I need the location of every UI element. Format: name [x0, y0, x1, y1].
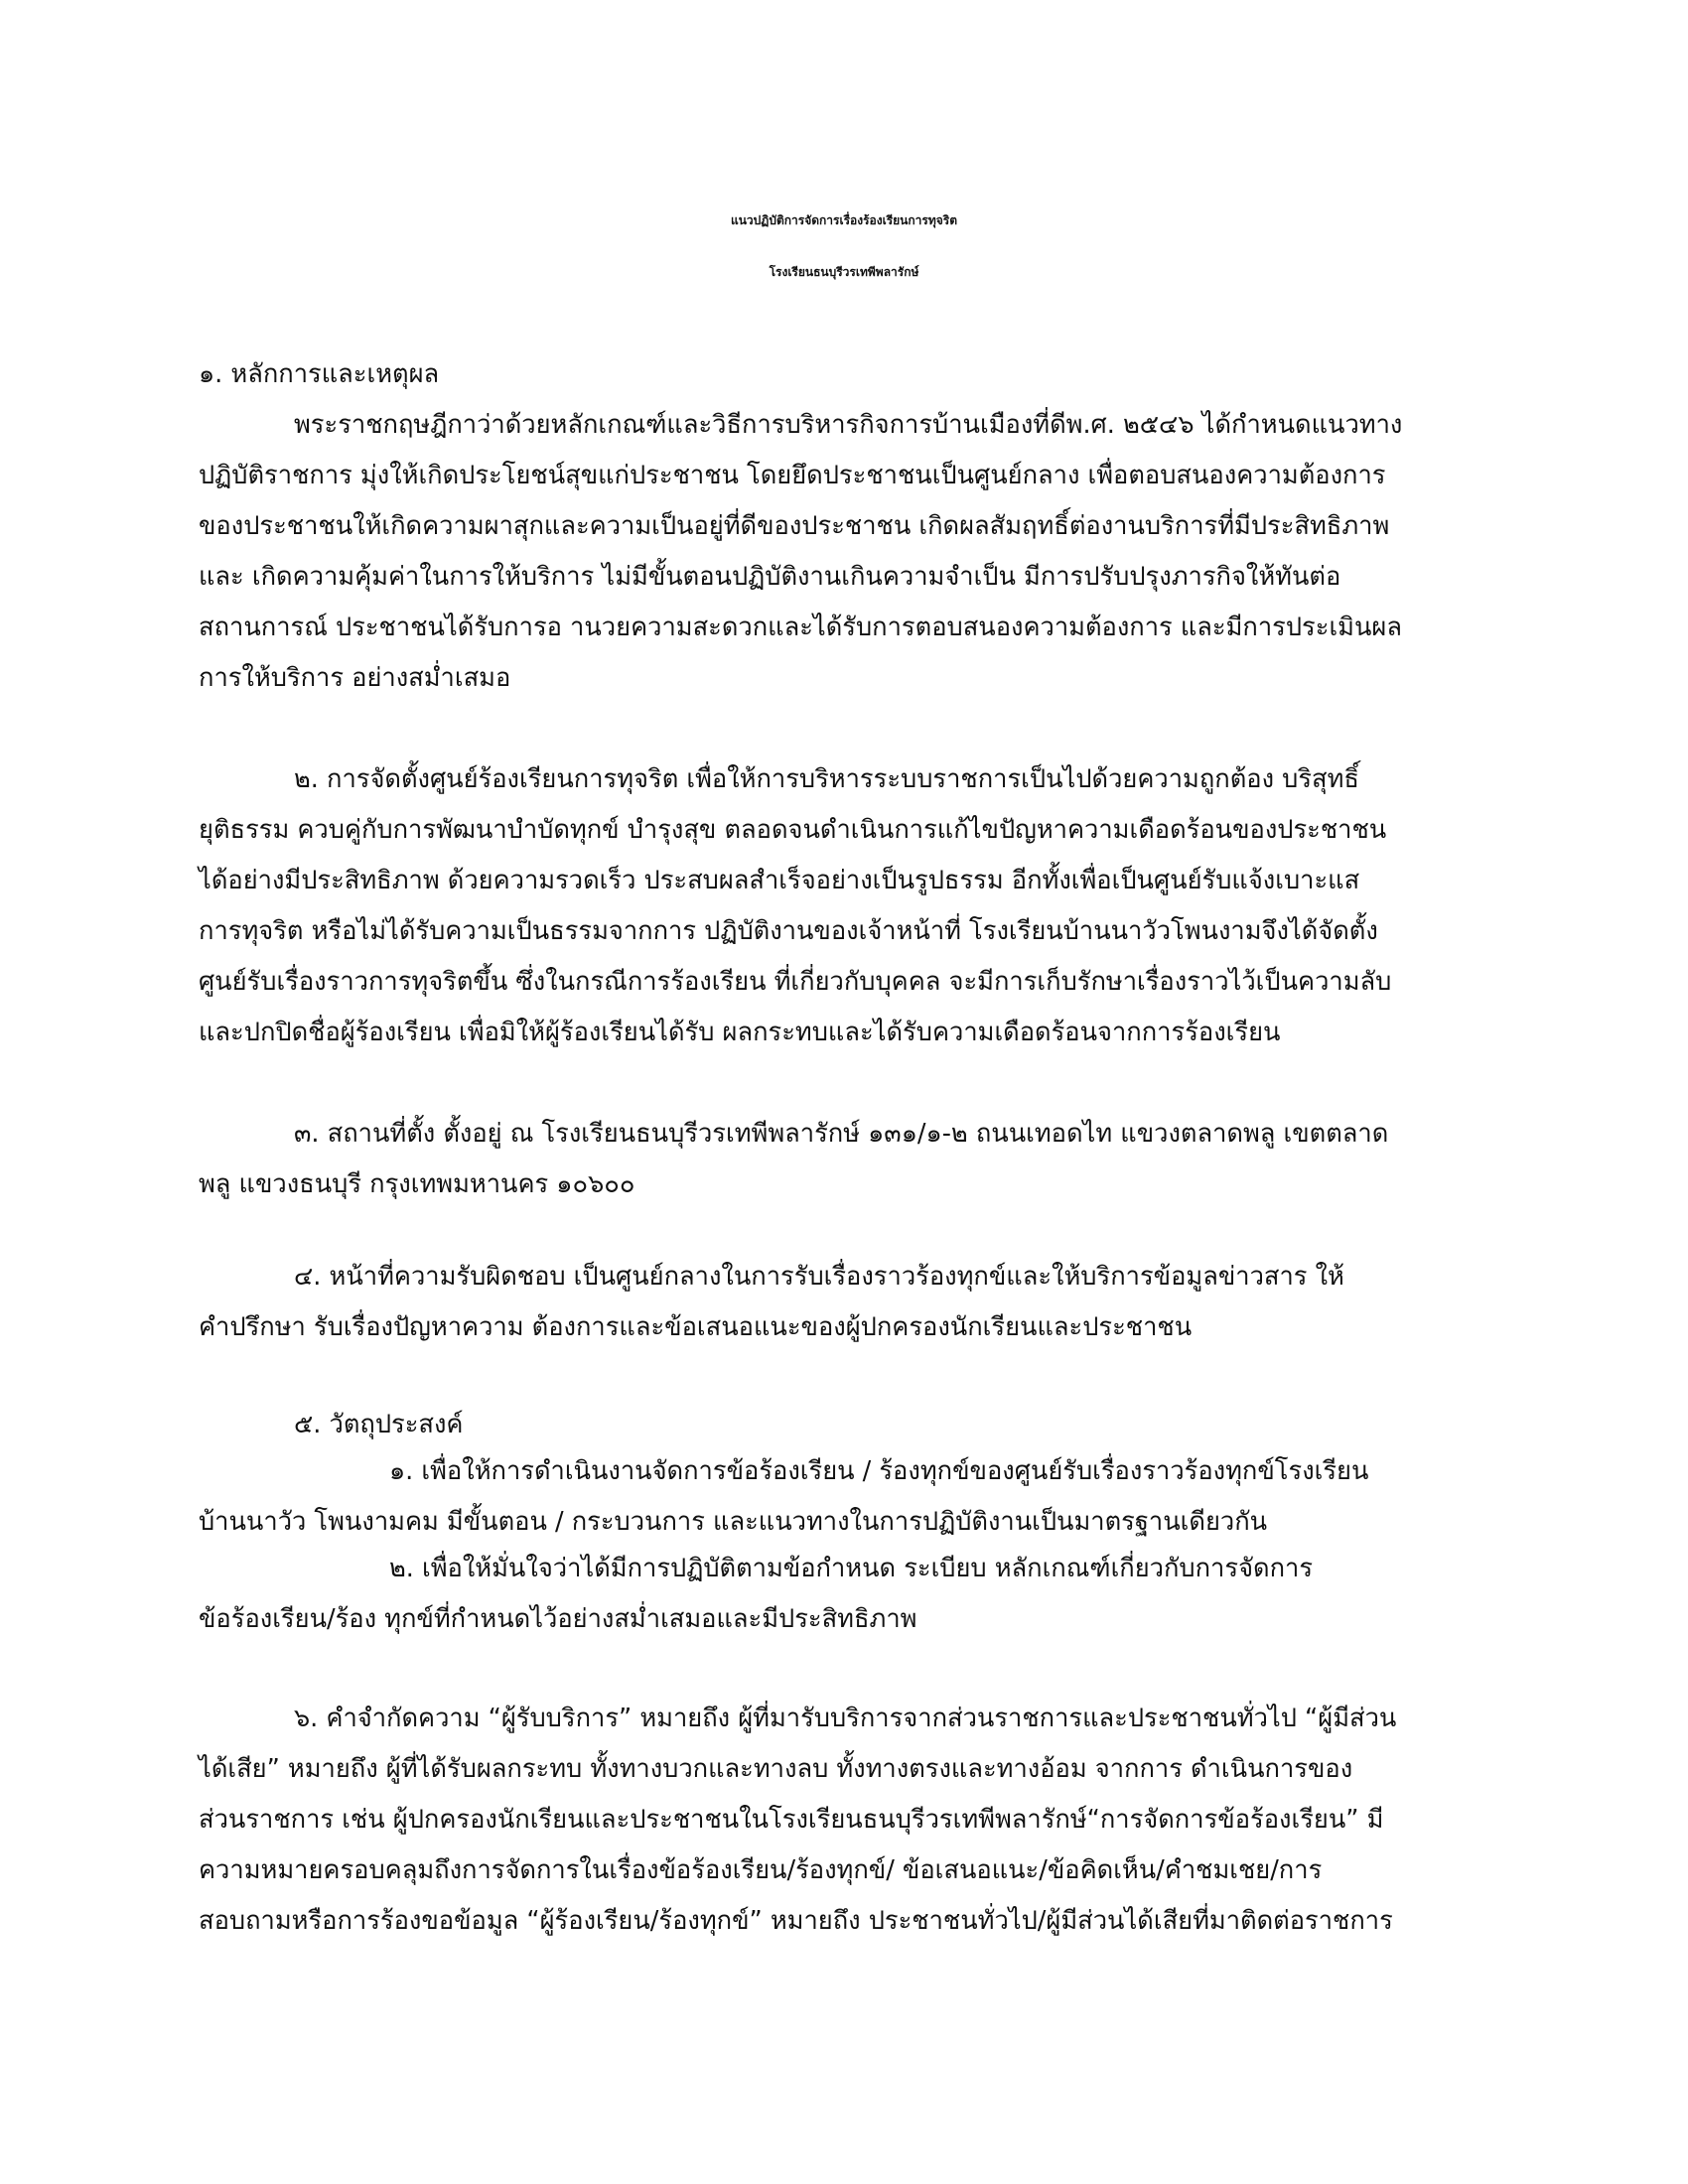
- document-title: แนวปฏิบัติการจัดการเรื่องร้องเรียนการทุจริต: [730, 213, 958, 227]
- section-2-paragraph-line: และปกปิดชื่อผู้ร้องเรียน เพื่อมิให้ผู้ร้องเรียนได้รับ ผลกระทบและได้รับความเดือดร้อนจากการร้องเรียน: [199, 1018, 1281, 1047]
- objective-2-line: ข้อร้องเรียน/ร้อง ทุกข์ที่กำหนดไว้อย่างสม่ำเสมอและมีประสิทธิภาพ: [199, 1604, 917, 1634]
- section-1-paragraph-line: และ เกิดความคุ้มค่าในการให้บริการ ไม่มีขั้นตอนปฏิบัติงานเกินความจำเป็น มีการปรับปรุงภารกิจให้ทันต่อ: [199, 562, 1341, 592]
- section-1-heading: ๑. หลักการและเหตุผล: [199, 359, 440, 389]
- section-3-paragraph-line: ๓. สถานที่ตั้ง ตั้งอยู่ ณ โรงเรียนธนบุรีวรเทพีพลารักษ์ ๑๓๑/๑-๒ ถนนเทอดไท แขวงตลาดพลู เขตตลาด: [294, 1119, 1389, 1149]
- section-5-heading: ๕. วัตถุประสงค์: [294, 1410, 464, 1439]
- section-4-paragraph-line: คำปรึกษา รับเรื่องปัญหาความ ต้องการและข้อเสนอแนะของผู้ปกครองนักเรียนและประชาชน: [199, 1312, 1193, 1342]
- section-1-paragraph-line: การให้บริการ อย่างสม่ำเสมอ: [199, 663, 511, 693]
- section-6-paragraph-line: ส่วนราชการ เช่น ผู้ปกครองนักเรียนและประชาชนในโรงเรียนธนบุรีวรเทพีพลารักษ์“การจัดการข้อร้องเรียน” มี: [199, 1805, 1384, 1835]
- section-1-paragraph-line: ของประชาชนให้เกิดความผาสุกและความเป็นอยู่ที่ดีของประชาชน เกิดผลสัมฤทธิ์ต่องานบริการที่มีประสิทธิภาพ: [199, 511, 1390, 541]
- objective-1-line: ๑. เพื่อให้การดำเนินงานจัดการข้อร้องเรียน / ร้องทุกข์ของศูนย์รับเรื่องราวร้องทุกข์โรงเรียน: [389, 1456, 1369, 1486]
- section-6-paragraph-line: ๖. คำจำกัดความ “ผู้รับบริการ” หมายถึง ผู้ที่มารับบริการจากส่วนราชการและประชาชนทั่วไป “ผู้มีส่วน: [294, 1704, 1397, 1733]
- section-2-paragraph-line: การทุจริต หรือไม่ได้รับความเป็นธรรมจากการ ปฏิบัติงานของเจ้าหน้าที่ โรงเรียนบ้านนาวัวโพนงามจึงได้จัดตั้ง: [199, 916, 1378, 946]
- section-6-paragraph-line: ได้เสีย” หมายถึง ผู้ที่ได้รับผลกระทบ ทั้งทางบวกและทางลบ ทั้งทางตรงและทางอ้อม จากการ ดำเนินการของ: [199, 1754, 1353, 1784]
- section-3-paragraph-line: พลู แขวงธนบุรี กรุงเทพมหานคร ๑๐๖๐๐: [199, 1169, 635, 1199]
- school-name-title: โรงเรียนธนบุรีวรเทพีพลารักษ์: [769, 265, 919, 279]
- section-1-paragraph-line: สถานการณ์ ประชาชนได้รับการอ านวยความสะดวกและได้รับการตอบสนองความต้องการ และมีการประเมินผล: [199, 613, 1402, 642]
- objective-2-line: ๒. เพื่อให้มั่นใจว่าได้มีการปฏิบัติตามข้อกำหนด ระเบียบ หลักเกณฑ์เกี่ยวกับการจัดการ: [389, 1554, 1314, 1583]
- section-2-paragraph-line: ๒. การจัดตั้งศูนย์ร้องเรียนการทุจริต เพื่อให้การบริหารระบบราชการเป็นไปด้วยความถูกต้อง บริสุทธิ์: [294, 764, 1359, 794]
- section-6-paragraph-line: ความหมายครอบคลุมถึงการจัดการในเรื่องข้อร้องเรียน/ร้องทุกข์/ ข้อเสนอแนะ/ข้อคิดเห็น/คำชมเชย/การ: [199, 1855, 1323, 1885]
- section-2-paragraph-line: ศูนย์รับเรื่องราวการทุจริตขึ้น ซึ่งในกรณีการร้องเรียน ที่เกี่ยวกับบุคคล จะมีการเก็บรักษาเรื่องราวไว้เป็นความลับ: [199, 967, 1392, 997]
- section-2-paragraph-line: ได้อย่างมีประสิทธิภาพ ด้วยความรวดเร็ว ประสบผลสำเร็จอย่างเป็นรูปธรรม อีกทั้งเพื่อเป็นศูนย์รับแจ้งเบาะแส: [199, 866, 1360, 895]
- section-2-paragraph-line: ยุติธรรม ควบคู่กับการพัฒนาบำบัดทุกข์ บำรุงสุข ตลอดจนดำเนินการแก้ไขปัญหาความเดือดร้อนของประชาชน: [199, 815, 1387, 845]
- section-6-paragraph-line: สอบถามหรือการร้องขอข้อมูล “ผู้ร้องเรียน/ร้องทุกข์” หมายถึง ประชาชนทั่วไป/ผู้มีส่วนได้เสียที่มาติดต่อราชการ: [199, 1906, 1393, 1936]
- section-1-paragraph-line: พระราชกฤษฎีกาว่าด้วยหลักเกณฑ์และวิธีการบริหารกิจการบ้านเมืองที่ดีพ.ศ. ๒๕๔๖ ได้กำหนดแนวทาง: [294, 410, 1403, 440]
- objective-1-line: บ้านนาวัว โพนงามคม มีขั้นตอน / กระบวนการ และแนวทางในการปฏิบัติงานเป็นมาตรฐานเดียวกัน: [199, 1507, 1268, 1537]
- section-4-paragraph-line: ๔. หน้าที่ความรับผิดชอบ เป็นศูนย์กลางในการรับเรื่องราวร้องทุกข์และให้บริการข้อมูลข่าวสาร ให้: [294, 1262, 1344, 1292]
- section-1-paragraph-line: ปฏิบัติราชการ มุ่งให้เกิดประโยชน์สุขแก่ประชาชน โดยยึดประชาชนเป็นศูนย์กลาง เพื่อตอบสนองความต้องการ: [199, 461, 1386, 490]
